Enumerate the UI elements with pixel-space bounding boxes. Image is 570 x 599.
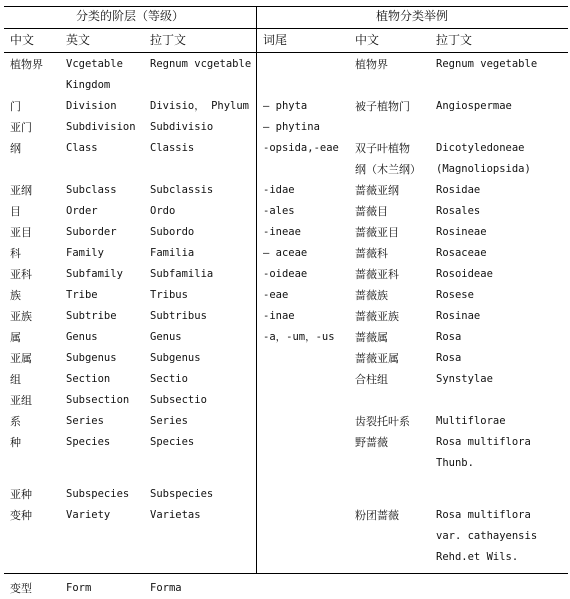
cell-ex-la: Synstylae xyxy=(436,373,493,385)
cell-la: Subdivisio xyxy=(150,121,214,133)
cell-zh: 族 xyxy=(10,289,21,302)
cell-la: Subclassis xyxy=(150,184,214,196)
cell-la: Divisio， Phylum xyxy=(150,100,250,112)
cell-ex-zh: 蔷薇属 xyxy=(355,331,388,344)
cell-en: Class xyxy=(66,142,98,154)
cell-en: Variety xyxy=(66,509,111,521)
cell-zh: 亚属 xyxy=(10,352,32,365)
cell-en: Tribe xyxy=(66,289,98,301)
col-header-en: 英文 xyxy=(66,33,91,47)
cell-suffix: -inae xyxy=(263,310,295,322)
cell-suffix: -ineae xyxy=(263,226,301,238)
col-header-zh: 中文 xyxy=(10,33,35,47)
cell-ex-la: Rosinae xyxy=(436,310,481,322)
cell-ex-la: Angiospermae xyxy=(436,100,512,112)
col-header-suffix: 词尾 xyxy=(263,33,288,47)
cell-zh: 属 xyxy=(10,331,21,344)
cell-ex-la: Rosa multiflora xyxy=(436,436,531,448)
group-header-examples: 植物分类举例 xyxy=(375,9,448,23)
cell-ex-la: Rosineae xyxy=(436,226,487,238)
center-divider xyxy=(256,6,257,573)
cell-en: Suborder xyxy=(66,226,117,238)
cell-zh: 亚目 xyxy=(10,226,32,239)
cell-la: Tribus xyxy=(150,289,188,301)
cell-la: Species xyxy=(150,436,195,448)
cell-en: Subgenus xyxy=(66,352,117,364)
cell-la: Classis xyxy=(150,142,195,154)
cell-zh: 种 xyxy=(10,436,21,449)
cell-ex-la: Rehd.et Wils. xyxy=(436,551,519,563)
col-header-la: 拉丁文 xyxy=(150,33,187,47)
cell-ex-la: Rosa xyxy=(436,352,462,364)
cell-suffix: -opsida,-eae xyxy=(263,142,339,154)
cell-ex-la: Rosa xyxy=(436,331,462,343)
cell-en: Genus xyxy=(66,331,98,343)
cell-la: Subgenus xyxy=(150,352,201,364)
cell-ex-zh: 蔷薇亚属 xyxy=(355,352,399,365)
cell-ex-la: Thunb. xyxy=(436,457,474,469)
cell-zh: 组 xyxy=(10,373,21,386)
cell-en: Species xyxy=(66,436,111,448)
cell-suffix: -a，-um，-us xyxy=(263,331,335,343)
cell-ex-zh: 蔷薇科 xyxy=(355,247,388,260)
cell-zh: 纲 xyxy=(10,142,21,155)
cell-la: Ordo xyxy=(150,205,176,217)
cell-en: Subsection xyxy=(66,394,130,406)
cell-ex-zh: 蔷薇族 xyxy=(355,289,388,302)
cell-ex-zh: 蔷薇目 xyxy=(355,205,388,218)
cell-la: Series xyxy=(150,415,188,427)
cell-suffix: — aceae xyxy=(263,247,308,259)
cell-en: Subdivision xyxy=(66,121,136,133)
cell-la: Subspecies xyxy=(150,488,214,500)
group-header-rule xyxy=(4,28,568,29)
cell-suffix: -eae xyxy=(263,289,289,301)
cell-la: Subsectio xyxy=(150,394,207,406)
cell-zh: 亚族 xyxy=(10,310,32,323)
cell-zh: 系 xyxy=(10,415,21,428)
cell-suffix: — phyta xyxy=(263,100,308,112)
cell-la: Regnum vcgetable xyxy=(150,58,252,70)
cell-ex-zh: 合柱组 xyxy=(355,373,388,386)
cell-la: Forma xyxy=(150,582,182,594)
cell-suffix: -idae xyxy=(263,184,295,196)
group-header-ranks: 分类的阶层（等级） xyxy=(75,9,184,23)
cell-en: Subtribe xyxy=(66,310,117,322)
cell-ex-zh: 蔷薇亚目 xyxy=(355,226,399,239)
cell-la: Sectio xyxy=(150,373,188,385)
cell-zh: 亚门 xyxy=(10,121,32,134)
cell-ex-la: (Magnoliopsida) xyxy=(436,163,531,175)
cell-suffix: — phytina xyxy=(263,121,320,133)
cell-zh: 门 xyxy=(10,100,21,113)
cell-zh: 目 xyxy=(10,205,21,218)
cell-ex-zh: 蔷薇亚科 xyxy=(355,268,399,281)
cell-ex-la: var. cathayensis xyxy=(436,530,538,542)
cell-en: Division xyxy=(66,100,117,112)
cell-la: Subtribus xyxy=(150,310,207,322)
cell-en: Vcgetable xyxy=(66,58,123,70)
cell-ex-zh: 纲（木兰纲） xyxy=(355,163,421,176)
cell-zh: 植物界 xyxy=(10,58,43,71)
cell-zh: 亚科 xyxy=(10,268,32,281)
cell-en: Series xyxy=(66,415,104,427)
cell-ex-la: Rosales xyxy=(436,205,481,217)
cell-zh: 科 xyxy=(10,247,21,260)
cell-en: Kingdom xyxy=(66,79,111,91)
bottom-rule xyxy=(4,573,568,574)
cell-suffix: -ales xyxy=(263,205,295,217)
cell-ex-la: Rosidae xyxy=(436,184,481,196)
cell-ex-zh: 野蔷薇 xyxy=(355,436,388,449)
cell-suffix: -oideae xyxy=(263,268,308,280)
cell-la: Varietas xyxy=(150,509,201,521)
cell-la: Subordo xyxy=(150,226,195,238)
cell-ex-la: Rosaceae xyxy=(436,247,487,259)
cell-ex-zh: 齿裂托叶系 xyxy=(355,415,410,428)
cell-en: Subclass xyxy=(66,184,117,196)
cell-ex-zh: 粉团蔷薇 xyxy=(355,509,399,522)
cell-ex-la: Regnum vegetable xyxy=(436,58,538,70)
cell-ex-zh: 双子叶植物 xyxy=(355,142,410,155)
cell-en: Order xyxy=(66,205,98,217)
cell-en: Subfamily xyxy=(66,268,123,280)
cell-la: Genus xyxy=(150,331,182,343)
cell-zh: 亚纲 xyxy=(10,184,32,197)
cell-zh: 亚种 xyxy=(10,488,32,501)
cell-ex-zh: 蔷薇亚族 xyxy=(355,310,399,323)
cell-en: Section xyxy=(66,373,111,385)
cell-ex-zh: 植物界 xyxy=(355,58,388,71)
cell-en: Subspecies xyxy=(66,488,130,500)
col-header-example-la: 拉丁文 xyxy=(436,33,473,47)
cell-ex-la: Rosa multiflora xyxy=(436,509,531,521)
cell-ex-la: Rosoideae xyxy=(436,268,493,280)
cell-ex-la: Rosese xyxy=(436,289,474,301)
cell-la: Subfamilia xyxy=(150,268,214,280)
cell-zh: 变型 xyxy=(10,582,32,595)
cell-ex-zh: 蔷薇亚纲 xyxy=(355,184,399,197)
cell-ex-zh: 被子植物门 xyxy=(355,100,410,113)
cell-en: Family xyxy=(66,247,104,259)
cell-la: Familia xyxy=(150,247,195,259)
col-header-example-zh: 中文 xyxy=(355,33,380,47)
cell-ex-la: Multiflorae xyxy=(436,415,506,427)
cell-ex-la: Dicotyledoneae xyxy=(436,142,525,154)
cell-en: Form xyxy=(66,582,92,594)
cell-zh: 变种 xyxy=(10,509,32,522)
column-header-rule xyxy=(4,52,568,53)
cell-zh: 亚组 xyxy=(10,394,32,407)
